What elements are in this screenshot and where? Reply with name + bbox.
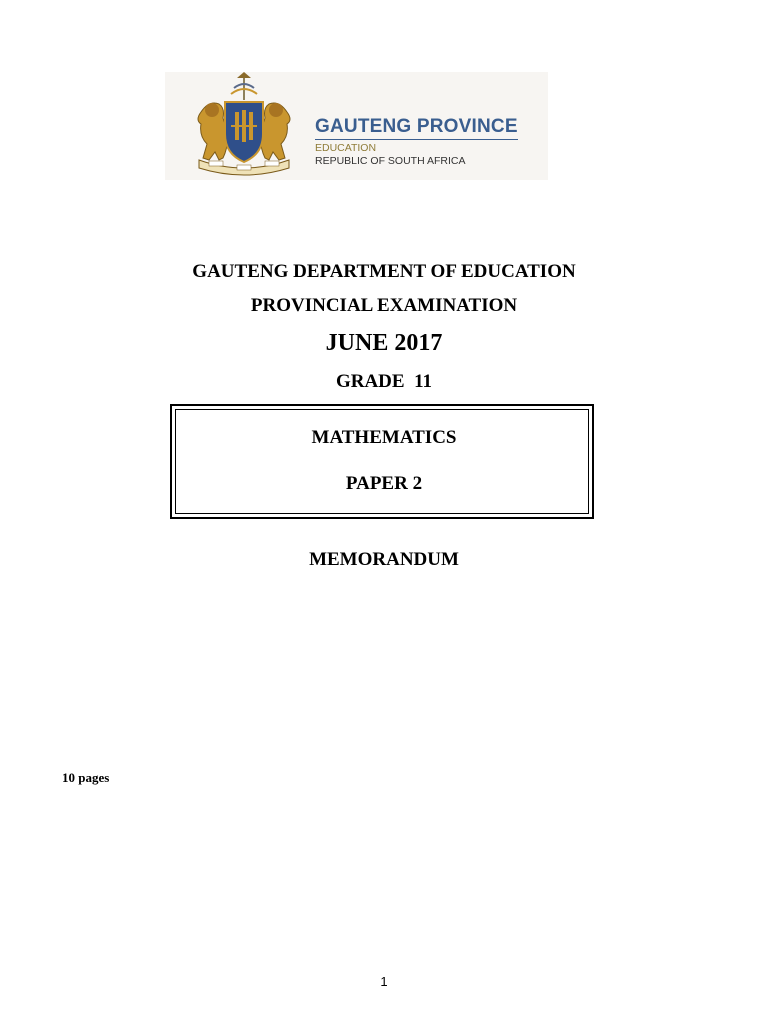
- paper-label: PAPER 2: [345, 473, 423, 494]
- logo-title: GAUTENG PROVINCE: [315, 116, 518, 140]
- coat-of-arms-icon: [179, 72, 309, 178]
- subject-label: MATHEMATICS: [311, 427, 457, 448]
- department-heading: GAUTENG DEPARTMENT OF EDUCATION: [192, 261, 576, 282]
- logo-subtitle: EDUCATION: [315, 142, 377, 154]
- subject-box: [170, 404, 594, 519]
- logo-text: [315, 116, 518, 167]
- exam-heading: PROVINCIAL EXAMINATION: [250, 295, 518, 316]
- logo-country: REPUBLIC OF SOUTH AFRICA: [315, 155, 466, 167]
- grade-heading: GRADE 11: [335, 371, 433, 392]
- subject-box-inner-border: [175, 409, 589, 514]
- document-type: MEMORANDUM: [309, 549, 459, 570]
- exam-date: JUNE 2017: [325, 330, 443, 356]
- page-count: 10 pages: [62, 770, 110, 785]
- gauteng-logo: [165, 72, 548, 180]
- page-number: 1: [380, 974, 388, 989]
